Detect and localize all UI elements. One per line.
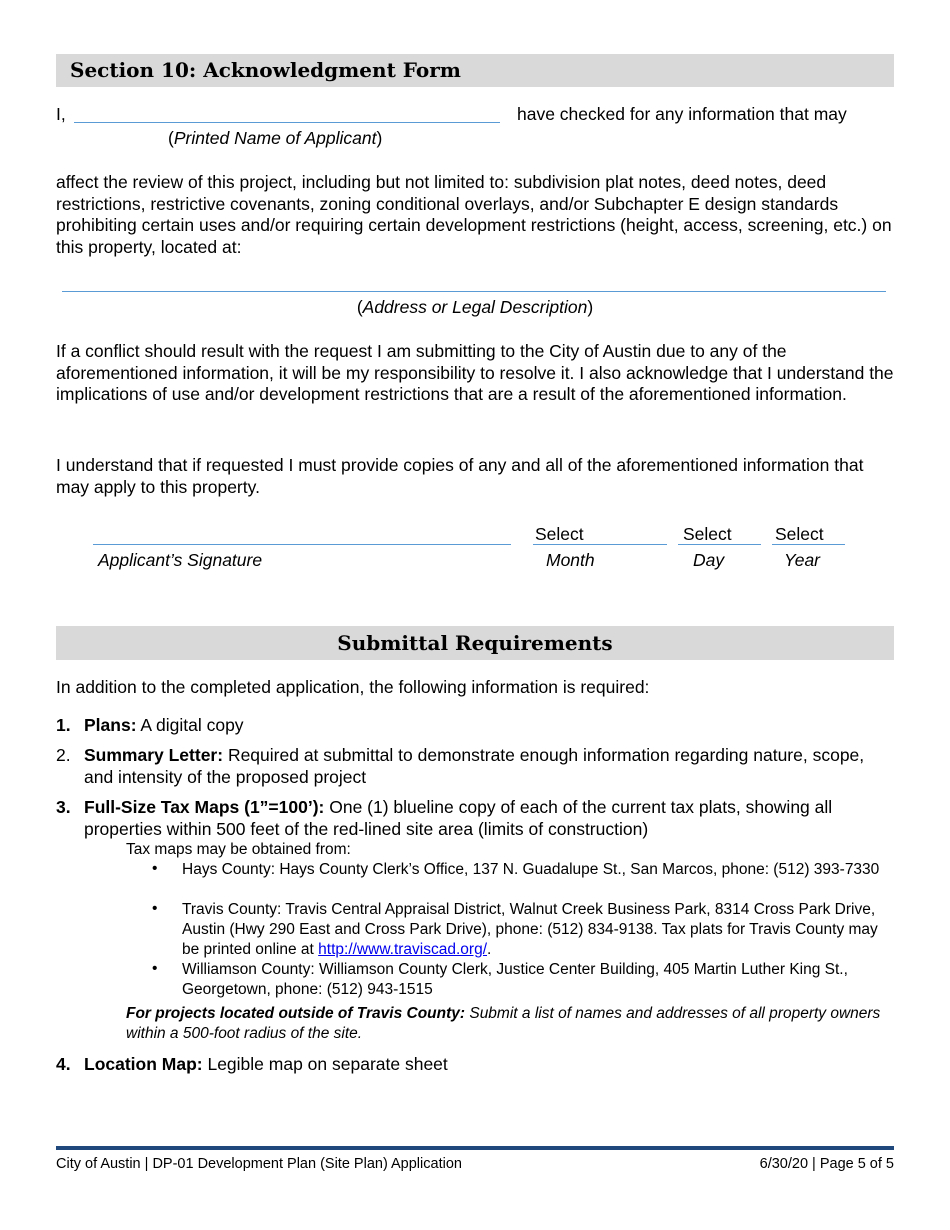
item-label: Location Map: (84, 1054, 203, 1074)
footer-rule (56, 1146, 894, 1150)
item-body: Required at submittal to demonstrate enough information regarding nature, scope, and intensity of the proposed project (84, 745, 865, 787)
signature-caption: Applicant’s Signature (98, 550, 263, 570)
printed-name-caption-row (168, 128, 382, 149)
paren-open: ( (356, 297, 363, 317)
year-caption: Year (784, 550, 820, 570)
acknowledgment-paragraph-3: I understand that if requested I must provide copies of any and all of the aforementioned information that may apply to this property. (56, 455, 864, 497)
printed-name-caption: Printed Name of Applicant (173, 128, 377, 148)
tax-maps-intro: Tax maps may be obtained from: (126, 841, 351, 858)
item-text (84, 744, 894, 788)
acknowledgment-paragraph-1: affect the review of this project, including but not limited to: subdivision plat notes, deed notes, deed restrictions, restrictive covenants, zoning conditional overlays, and/or Subchapter E design standards prohibiting certain uses and/or requiring certain development restrictions (height, access, screening, etc.) on this property, located at: (56, 172, 892, 257)
item-text (84, 1053, 894, 1075)
bullet-icon: • (152, 900, 158, 917)
day-caption: Day (693, 550, 725, 570)
outside-travis-label: For projects located outside of Travis County: (126, 1005, 466, 1022)
item-number: 4. (56, 1054, 71, 1074)
outside-travis-note (126, 1004, 886, 1044)
checked-text: have checked for any information that may (517, 104, 847, 124)
item-body: Legible map on separate sheet (202, 1054, 448, 1074)
submittal-title: Submittal Requirements (337, 631, 613, 655)
link-period: . (487, 941, 492, 958)
address-caption: Address or Legal Description (362, 297, 588, 317)
county-williamson: Williamson County: Williamson County Clerk, Justice Center Building, 405 Martin Luther King St., Georgetown, phone: (512) 943-1515 (182, 961, 848, 998)
signature-field[interactable] (93, 544, 511, 545)
item-text (84, 714, 894, 736)
paren-open: ( (168, 128, 174, 148)
day-select[interactable]: Select (683, 524, 732, 544)
item-text (84, 796, 894, 840)
traviscad-link[interactable]: http://www.traviscad.org/ (318, 941, 487, 958)
month-caption: Month (546, 550, 595, 570)
address-field[interactable] (62, 291, 886, 292)
county-travis (182, 900, 897, 960)
section-10-header (56, 54, 894, 87)
acknowledgment-paragraph-2: If a conflict should result with the request I am submitting to the City of Austin due to any of the aforementioned information, it will be my responsibility to resolve it. I also acknowledge that I understand the implications of use and/or development restrictions that are a result of the aforementioned information. (56, 341, 894, 404)
item-label: Summary Letter: (84, 745, 224, 765)
item-number: 2. (56, 745, 71, 765)
paren-close: ) (587, 297, 594, 317)
year-select[interactable]: Select (775, 524, 824, 544)
item-body: A digital copy (136, 715, 244, 735)
bullet-icon: • (152, 960, 158, 977)
month-select[interactable]: Select (535, 524, 584, 544)
item-label: Plans: (84, 715, 137, 735)
footer-right: 6/30/20 | Page 5 of 5 (759, 1156, 894, 1172)
section-10-title: Section 10: Acknowledgment Form (70, 58, 461, 82)
i-prefix: I, (56, 104, 66, 124)
address-caption-row (0, 297, 950, 318)
submittal-intro: In addition to the completed application, the following information is required: (56, 677, 650, 697)
county-travis-text: Travis County: Travis Central Appraisal District, Walnut Creek Business Park, 8314 Cross Park Drive, Austin (Hwy 290 East and Cross Park Drive), phone: (512) 834-9138. Tax plats for Travis County may be printed online at (182, 901, 878, 958)
item-body: One (1) blueline copy of each of the current tax plats, showing all properties within 500 feet of the red-lined site area (limits of construction) (84, 797, 833, 839)
printed-name-field[interactable] (74, 122, 500, 123)
bullet-icon: • (152, 860, 158, 877)
outside-travis-text: Submit a list of names and addresses of all property owners within a 500-foot radius of the site. (126, 1005, 881, 1042)
item-number: 1. (56, 715, 71, 735)
footer-left: City of Austin | DP-01 Development Plan (Site Plan) Application (56, 1156, 462, 1172)
paren-close: ) (376, 128, 383, 148)
submittal-header (56, 626, 894, 660)
item-label: Full-Size Tax Maps (1”=100’): (84, 797, 325, 817)
item-number: 3. (56, 797, 71, 817)
county-hays: Hays County: Hays County Clerk’s Office, 137 N. Guadalupe St., San Marcos, phone: (512) 393-7330 (182, 861, 880, 878)
